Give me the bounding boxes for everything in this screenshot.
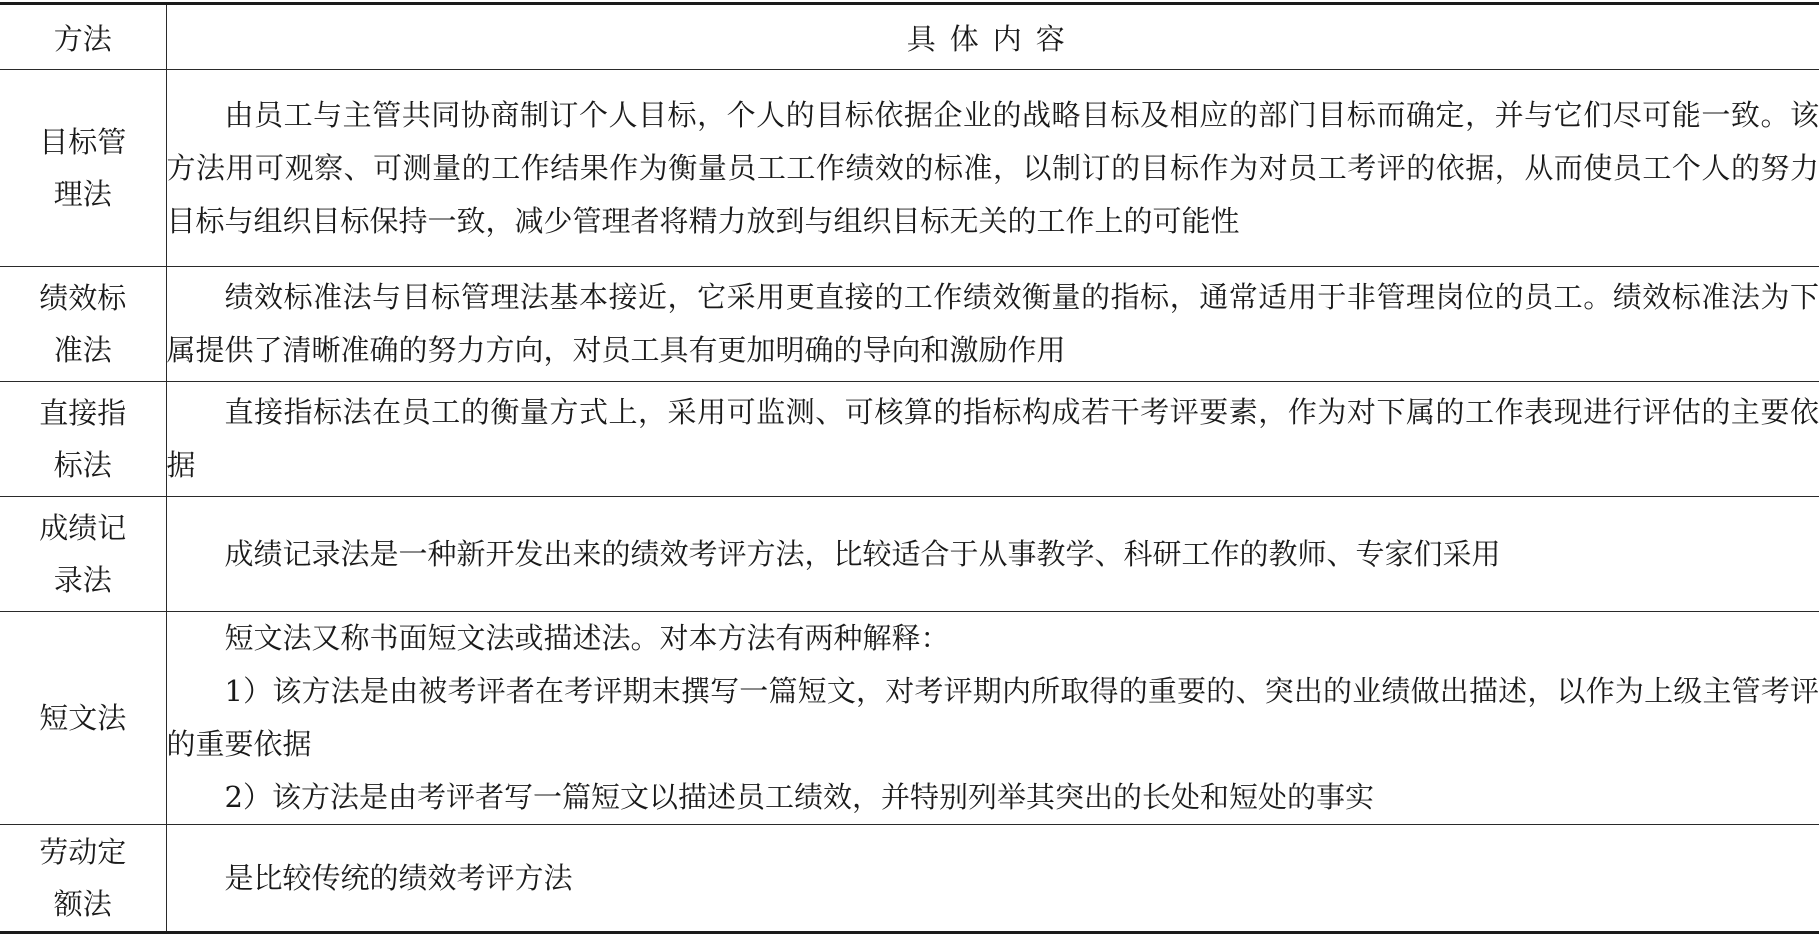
methods-table [0, 2, 1819, 934]
method-name [0, 825, 166, 933]
header-content: 具体内容 [166, 4, 1819, 70]
method-name-line: 劳动定 [39, 835, 127, 869]
method-name-line: 理法 [53, 177, 112, 211]
method-name-line: 绩效标 [39, 281, 127, 315]
method-name-line: 准法 [53, 333, 112, 367]
method-description [166, 382, 1819, 497]
method-name-line: 成绩记 [39, 511, 127, 545]
description-paragraph: 1）该方法是由被考评者在考评期末撰写一篇短文，对考评期内所取得的重要的、突出的业绩做出描述，以作为上级主管考评的重要依据 [166, 674, 1819, 761]
description-paragraph: 成绩记录法是一种新开发出来的绩效考评方法，比较适合于从事教学、科研工作的教师、专家们采用 [224, 536, 1501, 571]
description-paragraph: 直接指标法在员工的衡量方式上，采用可监测、可核算的指标构成若干考评要素，作为对下属的工作表现进行评估的主要依据 [166, 395, 1819, 482]
method-description [166, 267, 1819, 382]
method-name [0, 70, 166, 267]
method-name [0, 612, 166, 825]
method-name-line: 额法 [53, 887, 112, 921]
method-name-line: 目标管 [39, 125, 127, 159]
method-name-line: 直接指 [39, 396, 127, 430]
description-paragraph: 2）该方法是由考评者写一篇短文以描述员工绩效，并特别列举其突出的长处和短处的事实 [224, 780, 1374, 814]
method-description [166, 497, 1819, 612]
table-row [0, 267, 1819, 382]
method-name-line: 标法 [53, 448, 112, 482]
description-paragraph: 绩效标准法与目标管理法基本接近，它采用更直接的工作绩效衡量的指标，通常适用于非管理岗位的员工。绩效标准法为下属提供了清晰准确的努力方向，对员工具有更加明确的导向和激励作用 [166, 280, 1819, 367]
table-row [0, 497, 1819, 612]
header-row [0, 4, 1819, 70]
method-name-line: 录法 [53, 563, 112, 597]
method-name-line: 短文法 [39, 701, 127, 735]
description-paragraph: 由员工与主管共同协商制订个人目标，个人的目标依据企业的战略目标及相应的部门目标而确定，并与它们尽可能一致。该方法用可观察、可测量的工作结果作为衡量员工工作绩效的标准，以制订的目标作为对员工考评的依据，从而使员工个人的努力目标与组织目标保持一致，减少管理者将精力放到与组织目标无关的工作上的可能性 [166, 97, 1819, 238]
method-description [166, 70, 1819, 267]
header-method: 方法 [0, 4, 166, 70]
method-description [166, 612, 1819, 825]
method-name [0, 267, 166, 382]
description-paragraph: 短文法又称书面短文法或描述法。对本方法有两种解释： [224, 621, 950, 655]
method-description [166, 825, 1819, 933]
table-row [0, 825, 1819, 933]
table-row [0, 382, 1819, 497]
description-paragraph: 是比较传统的绩效考评方法 [224, 860, 573, 895]
table-row [0, 612, 1819, 825]
method-name [0, 497, 166, 612]
method-name [0, 382, 166, 497]
table-row [0, 70, 1819, 267]
